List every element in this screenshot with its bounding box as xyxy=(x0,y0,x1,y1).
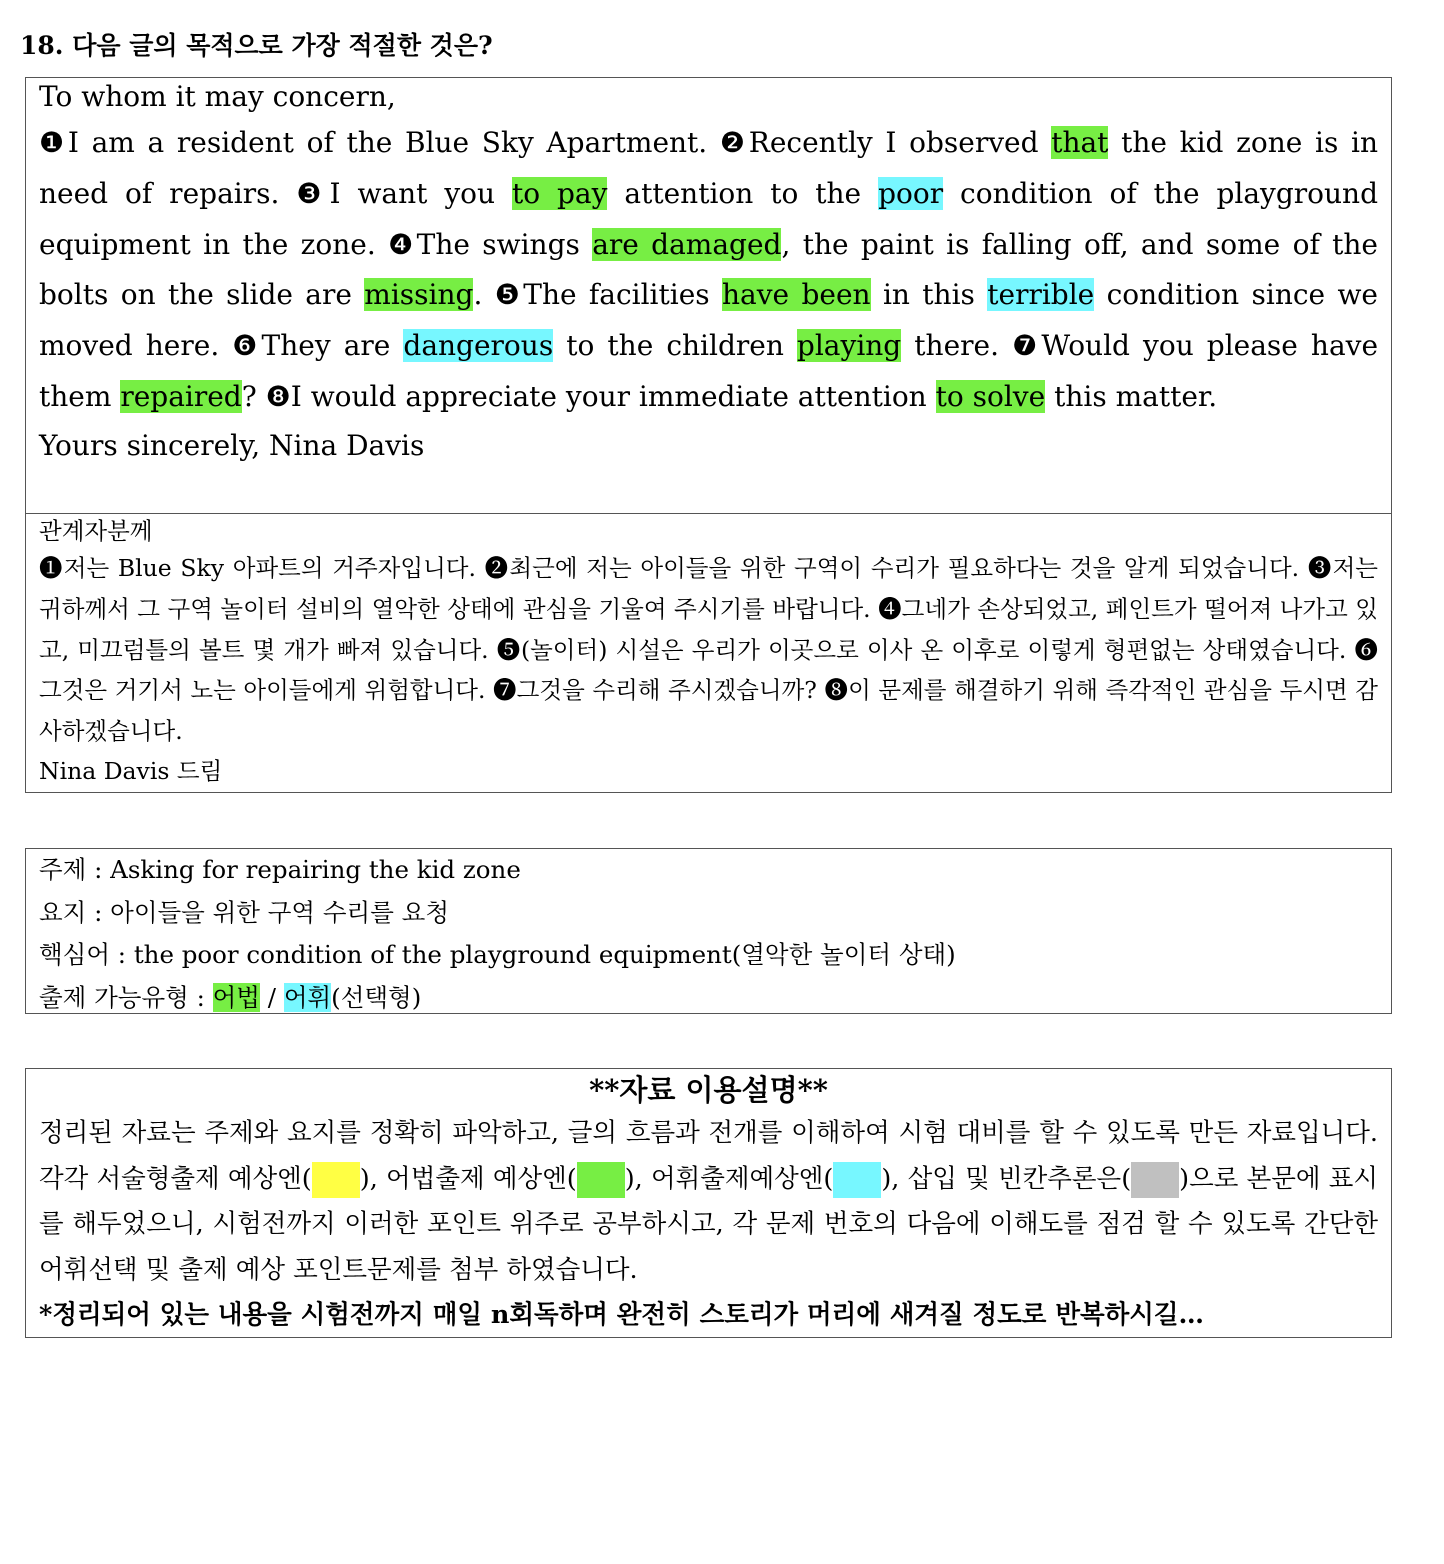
translation-signature: Nina Davis 드림 xyxy=(39,756,223,785)
sentence-6-rest: there. xyxy=(901,329,1013,363)
sentence-5-mid: in this xyxy=(870,278,988,312)
summary-box xyxy=(25,848,1392,1014)
guide-text-5: )으로 본문에 표시를 해두었으니, 시험전까지 이러한 포인트 위주로 공부하시고, 각 문제 번호의 다음에 이해도를 점검 할 수 있도록 간단한 어휘선택 및 출제 예상 포인트문제를 첨부 하였습니다. xyxy=(39,1163,1378,1285)
passage-body xyxy=(39,118,1378,423)
vocab-highlight: terrible xyxy=(987,278,1095,312)
sentence-3-rest: condition of the playground equipment in the zone. xyxy=(39,176,1378,261)
type-vocab-badge: 어휘 xyxy=(283,982,332,1012)
grammar-highlight: missing xyxy=(364,278,474,312)
translation-body: ❶저는 Blue Sky 아파트의 거주자입니다. ❷최근에 저는 아이들을 위한 구역이 수리가 필요하다는 것을 알게 되었습니다. ❸저는 귀하께서 그 구역 놀이터 설비의 열악한 상태에 관심을 기울여 주시기를 바랍니다. ❹그네가 손상되었고, 페인트가 떨어져 나가고 있고, 미끄럼틀의 볼트 몇 개가 빠져 있습니다. ❺(놀이터) 시설은 우리가 이곳으로 이사 온 이후로 이렇게 형편없는 상태였습니다. ❻그것은 거기서 노는 아이들에게 위험합니다. ❼그것을 수리해 주시겠습니까? ❽이 문제를 해결하기 위해 즉각적인 관심을 두시면 감사하겠습니다. xyxy=(39,554,1378,746)
sentence-4-mid: , the paint is falling off, and some of the bolts on the slide are xyxy=(39,227,1378,312)
insertion-color-swatch xyxy=(1131,1162,1179,1198)
translation-greeting: 관계자분께 xyxy=(39,517,153,545)
sentence-8-rest: this matter. xyxy=(1045,379,1218,413)
sentence-6: ❻They are xyxy=(232,329,404,363)
sentence-2-rest: the kid zone is in need of repairs. xyxy=(39,126,1378,210)
passage-signature: Yours sincerely, Nina Davis xyxy=(39,428,425,462)
sentence-3: ❸I want you xyxy=(296,176,512,210)
grammar-highlight: to pay xyxy=(511,176,608,210)
sentence-5: ❺The facilities xyxy=(494,278,723,312)
summary-topic: 주제 : Asking for repairing the kid zone xyxy=(39,855,521,884)
types-separator: / xyxy=(259,982,284,1012)
guide-text-1: 정리된 자료는 주제와 요지를 정확히 파악하고, 글의 흐름과 전개를 이해하여 시험 대비를 할 수 있도록 만든 자료입니다. 각각 서술형출제 예상엔( xyxy=(39,1118,1378,1194)
guide-note: *정리되어 있는 내용을 시험전까지 매일 n회독하며 완전히 스토리가 머리에 새겨질 정도로 반복하시길… xyxy=(39,1300,1204,1331)
passage-greeting: To whom it may concern, xyxy=(39,80,396,113)
sentence-4: ❹The swings xyxy=(388,227,593,261)
sentence-7-rest: ? xyxy=(241,379,266,413)
sentence-8: ❽I would appreciate your immediate attention xyxy=(265,379,936,413)
sentence-3-mid: attention to the xyxy=(607,176,879,210)
sentence-5-rest: condition since we moved here. xyxy=(39,278,1378,363)
grammar-highlight: to solve xyxy=(935,379,1046,413)
grammar-highlight: that xyxy=(1051,126,1109,159)
translation-box xyxy=(25,513,1392,793)
grammar-color-swatch xyxy=(577,1162,625,1198)
grammar-highlight: have been xyxy=(722,278,871,312)
vocab-color-swatch xyxy=(833,1162,881,1198)
types-label: 출제 가능유형 : xyxy=(39,982,213,1012)
grammar-highlight: repaired xyxy=(120,379,242,413)
question-title: 18. 다음 글의 목적으로 가장 적절한 것은? xyxy=(20,31,493,60)
types-suffix: (선택형) xyxy=(331,982,422,1012)
grammar-highlight: are damaged xyxy=(592,227,782,261)
essay-color-swatch xyxy=(312,1162,360,1198)
type-grammar-badge: 어법 xyxy=(212,982,260,1012)
sentence-1: ❶I am a resident of the Blue Sky Apartment. xyxy=(39,126,720,159)
guide-body xyxy=(39,1111,1378,1293)
summary-keyword: 핵심어 : the poor condition of the playground equipment(열악한 놀이터 상태) xyxy=(39,940,956,969)
passage-box xyxy=(25,77,1392,514)
grammar-highlight: playing xyxy=(796,329,902,363)
sentence-7: ❼Would you please have them xyxy=(39,329,1379,413)
sentence-4-rest: . xyxy=(473,278,495,312)
summary-gist: 요지 : 아이들을 위한 구역 수리를 요청 xyxy=(39,897,449,927)
vocab-highlight: poor xyxy=(878,176,944,210)
guide-text-4: ), 삽입 및 빈칸추론은( xyxy=(881,1163,1132,1194)
summary-types xyxy=(39,977,1378,1020)
guide-text-2: ), 어법출제 예상엔( xyxy=(359,1163,577,1194)
sentence-2: ❷Recently I observed xyxy=(719,126,1052,159)
sentence-6-mid: to the children xyxy=(553,329,797,363)
guide-heading: **자료 이용설명** xyxy=(589,1073,828,1107)
guide-text-3: ), 어휘출제예상엔( xyxy=(624,1163,834,1194)
vocab-highlight: dangerous xyxy=(403,329,554,363)
usage-guide-box xyxy=(25,1068,1392,1338)
